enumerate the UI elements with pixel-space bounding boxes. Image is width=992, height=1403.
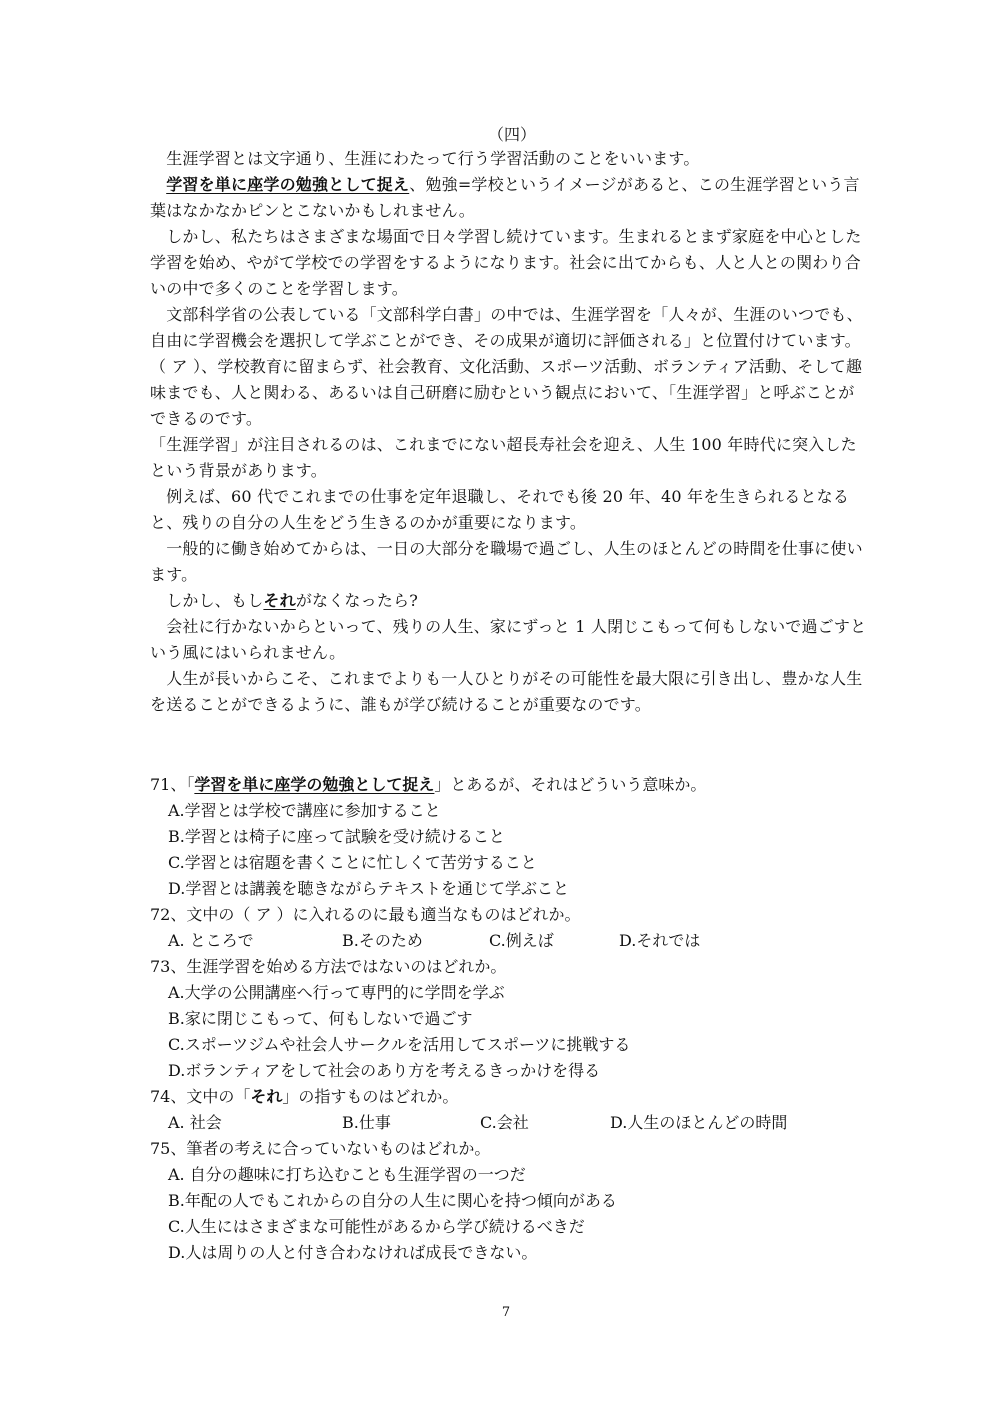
passage-paragraph-5: （ ア ）、学校教育に留まらず、社会教育、文化活動、スポーツ活動、ボランティア活動、そして趣味までも、人と関わる、あるいは自己研磨に励むという観点において、「生涯学習」と呼ぶことができるのです。 — [150, 357, 863, 428]
q73-option-b: B.家に閉じこもって、何もしないで過ごす — [168, 1009, 473, 1028]
question-71 — [150, 772, 870, 798]
q71-option-c: C.学習とは宿題を書くことに忙しくて苦労すること — [168, 853, 537, 872]
passage-paragraph-2 — [150, 172, 870, 224]
q74-post: 」の指すものはどれか。 — [282, 1087, 459, 1106]
section-heading: （四） — [487, 125, 536, 144]
passage-paragraph-10: 会社に行かないからといって、残りの人生、家にずっと 1 人閉じこもって何もしないで過ごすという風にはいられません。 — [150, 617, 867, 662]
q72-option-a: A. ところで — [168, 931, 254, 950]
q74-option-d: D.人生のほとんどの時間 — [610, 1113, 788, 1132]
q74-option-c: C.会社 — [480, 1113, 529, 1132]
q74-options — [168, 1110, 870, 1136]
q75-option-b: B.年配の人でもこれからの自分の人生に関心を持つ傾向がある — [168, 1191, 617, 1210]
passage-paragraph-8: 一般的に働き始めてからは、一日の大部分を職場で過ごし、人生のほとんどの時間を仕事に使います。 — [150, 539, 863, 584]
underlined-phrase: 学習を単に座学の勉強として捉え — [166, 175, 410, 194]
reading-passage — [150, 146, 870, 718]
q75-option-a: A. 自分の趣味に打ち込むことも生涯学習の一つだ — [168, 1165, 526, 1184]
question-73: 73、生涯学習を始める方法ではないのはどれか。 — [150, 957, 507, 976]
passage-paragraph-4: 文部科学省の公表している「文部科学白書」の中では、生涯学習を「人々が、生涯のいつでも、自由に学習機会を選択して学ぶことができ、その成果が適切に評価される」と位置付けています。 — [150, 305, 863, 350]
underlined-word: それ — [263, 591, 296, 610]
page-number: 7 — [501, 1305, 511, 1320]
q74-bold-word: それ — [250, 1087, 283, 1106]
q73-option-a: A.大学の公開講座へ行って専門的に学問を学ぶ — [168, 983, 505, 1002]
q71-option-b: B.学習とは椅子に座って試験を受け続けること — [168, 827, 505, 846]
q73-option-d: D.ボランティアをして社会のあり方を考えるきっかけを得る — [168, 1061, 601, 1080]
q75-option-c: C.人生にはさまざまな可能性があるから学び続けるべきだ — [168, 1217, 585, 1236]
q74-pre: 74、文中の「 — [150, 1087, 251, 1106]
q72-option-d: D.それでは — [619, 931, 701, 950]
q75-option-d: D.人は周りの人と付き合わなければ成長できない。 — [168, 1243, 538, 1262]
q72-option-c: C.例えば — [489, 931, 554, 950]
q71-post: 」とあるが、それはどういう意味か。 — [434, 775, 707, 794]
question-72: 72、文中の（ ア ）に入れるのに最も適当なものはどれか。 — [150, 905, 581, 924]
q72-option-b: B.そのため — [342, 931, 423, 950]
q71-option-d: D.学習とは講義を聴きながらテキストを通じて学ぶこと — [168, 879, 570, 898]
q71-pre: 71、「 — [150, 775, 195, 794]
question-74 — [150, 1084, 870, 1110]
q74-option-a: A. 社会 — [168, 1113, 222, 1132]
question-list — [150, 772, 870, 1266]
q71-underlined: 学習を単に座学の勉強として捉え — [194, 775, 435, 794]
passage-paragraph-1: 生涯学習とは文字通り、生涯にわたって行う学習活動のことをいいます。 — [150, 149, 700, 168]
passage-paragraph-9 — [150, 588, 870, 614]
passage-paragraph-3: しかし、私たちはさまざまな場面で日々学習し続けています。生まれるとまず家庭を中心とした学習を始め、やがて学校での学習をするようになります。社会に出てからも、人と人との関わり合いの中で多くのことを学習します。 — [150, 227, 862, 298]
q72-options — [168, 928, 870, 954]
passage-paragraph-6: 「生涯学習」が注目されるのは、これまでにない超長寿社会を迎え、人生 100 年時代に突入したという背景があります。 — [150, 435, 857, 480]
q71-option-a: A.学習とは学校で講座に参加すること — [168, 801, 441, 820]
passage-paragraph-11: 人生が長いからこそ、これまでよりも一人ひとりがその可能性を最大限に引き出し、豊かな人生を送ることができるように、誰もが学び続けることが重要なのです。 — [150, 669, 863, 714]
question-75: 75、筆者の考えに合っていないものはどれか。 — [150, 1139, 491, 1158]
q73-option-c: C.スポーツジムや社会人サークルを活用してスポーツに挑戦する — [168, 1035, 631, 1054]
paragraph-2-rest: 、勉強=学校というイメージがあると、この生涯学習という言葉はなかなかピンとこないかもしれません。 — [150, 175, 860, 220]
q74-option-b: B.仕事 — [342, 1113, 391, 1132]
paragraph-9-post: がなくなったら? — [295, 591, 418, 610]
paragraph-9-pre: しかし、もし — [150, 591, 264, 610]
passage-paragraph-7: 例えば、60 代でこれまでの仕事を定年退職し、それでも後 20 年、40 年を生きられるとなると、残りの自分の人生をどう生きるのかが重要になります。 — [150, 487, 850, 532]
